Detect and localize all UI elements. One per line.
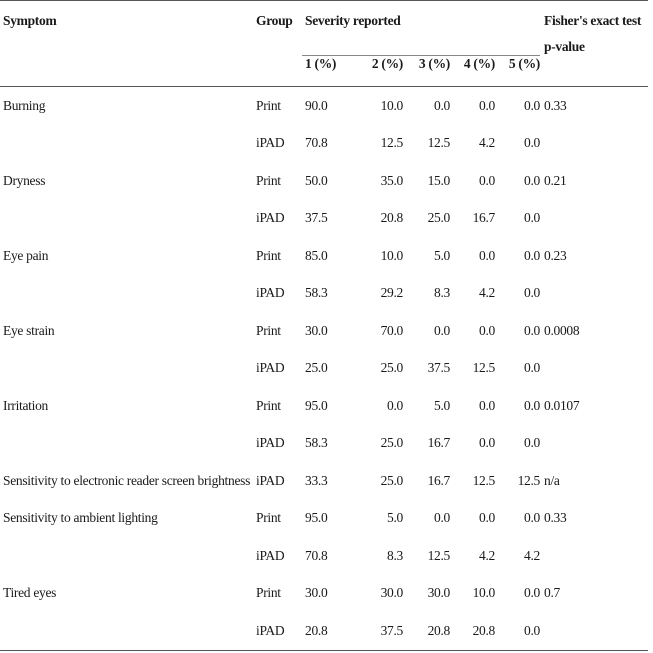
cell-severity-4: 12.5 [472,360,495,376]
cell-severity-4: 0.0 [479,510,495,526]
cell-severity-1: 37.5 [305,210,328,226]
cell-symptom: Irritation [3,397,48,413]
cell-pvalue [540,200,648,238]
cell-severity-2: 10.0 [380,97,403,113]
cell-severity-4: 10.0 [472,585,495,601]
cell-pvalue [540,537,648,575]
cell-severity-5: 4.2 [524,547,540,563]
header-pvalue-label: p-value [544,39,585,54]
header-row-1 [0,1,648,56]
cell-severity-5: 0.0 [524,510,540,526]
cell-severity-3: 12.5 [427,547,450,563]
cell-pvalue: 0.0107 [544,397,580,413]
cell-pvalue [540,125,648,163]
cell-symptom: Sensitivity to ambient lighting [3,510,158,526]
cell-group: iPAD [256,622,285,638]
cell-group: iPAD [256,547,285,563]
cell-severity-2: 70.0 [380,322,403,338]
cell-severity-3: 5.0 [434,397,450,413]
cell-pvalue: 0.33 [544,510,567,526]
cell-severity-4: 16.7 [472,210,495,226]
header-level-2: 2 (%) [351,56,403,87]
cell-symptom: Burning [3,97,46,113]
cell-symptom [0,275,256,313]
cell-severity-5: 0.0 [524,585,540,601]
cell-pvalue: 0.21 [544,172,567,188]
cell-severity-3: 20.8 [427,622,450,638]
cell-severity-5: 0.0 [524,172,540,188]
cell-severity-1: 90.0 [305,97,328,113]
cell-pvalue: n/a [544,472,560,488]
header-level-4: 4 (%) [450,56,495,87]
table-row [0,612,648,650]
cell-severity-2: 0.0 [387,397,403,413]
cell-severity-1: 33.3 [305,472,328,488]
cell-severity-1: 25.0 [305,360,328,376]
header-severity [302,1,540,56]
cell-severity-5: 0.0 [524,435,540,451]
cell-severity-5: 0.0 [524,285,540,301]
cell-severity-4: 4.2 [479,285,495,301]
cell-pvalue [540,275,648,313]
cell-severity-5: 0.0 [524,97,540,113]
cell-severity-3: 15.0 [427,172,450,188]
cell-group: iPAD [256,435,285,451]
cell-severity-2: 25.0 [380,360,403,376]
cell-severity-3: 0.0 [434,97,450,113]
table-body [0,87,648,651]
cell-severity-5: 0.0 [524,397,540,413]
cell-severity-4: 12.5 [472,472,495,488]
cell-severity-1: 95.0 [305,397,328,413]
header-fisher-label: Fisher's exact test [544,13,642,28]
cell-symptom: Dryness [3,172,46,188]
cell-severity-2: 37.5 [380,622,403,638]
cell-severity-1: 85.0 [305,247,328,263]
cell-pvalue [540,350,648,388]
cell-severity-1: 58.3 [305,435,328,451]
cell-severity-3: 8.3 [434,285,450,301]
header-fisher [540,1,648,87]
cell-pvalue [540,425,648,463]
cell-severity-2: 12.5 [380,135,403,151]
cell-severity-1: 50.0 [305,172,328,188]
cell-group: iPAD [256,285,285,301]
cell-symptom [0,125,256,163]
cell-severity-3: 0.0 [434,510,450,526]
cell-severity-1: 70.8 [305,547,328,563]
cell-pvalue: 0.23 [544,247,567,263]
cell-symptom [0,350,256,388]
cell-pvalue: 0.0008 [544,322,580,338]
cell-severity-4: 0.0 [479,172,495,188]
cell-pvalue [540,612,648,650]
table-row [0,350,648,388]
cell-severity-5: 12.5 [517,472,540,488]
table-row [0,500,648,538]
cell-severity-4: 20.8 [472,622,495,638]
table-row [0,275,648,313]
header-level-1: 1 (%) [302,56,351,87]
cell-group: Print [256,97,281,113]
cell-severity-3: 37.5 [427,360,450,376]
cell-severity-3: 12.5 [427,135,450,151]
table-header [0,1,648,87]
table-row [0,125,648,163]
table-row [0,237,648,275]
cell-severity-5: 0.0 [524,360,540,376]
cell-severity-2: 35.0 [380,172,403,188]
cell-severity-2: 5.0 [387,510,403,526]
cell-severity-3: 30.0 [427,585,450,601]
table-row [0,200,648,238]
cell-symptom [0,612,256,650]
cell-severity-2: 8.3 [387,547,403,563]
cell-severity-3: 16.7 [427,472,450,488]
cell-severity-1: 58.3 [305,285,328,301]
table-row [0,425,648,463]
cell-symptom [0,537,256,575]
cell-symptom [0,425,256,463]
cell-severity-4: 4.2 [479,135,495,151]
cell-group: iPAD [256,135,285,151]
cell-severity-2: 29.2 [380,285,403,301]
cell-severity-1: 30.0 [305,585,328,601]
cell-severity-2: 20.8 [380,210,403,226]
cell-severity-1: 95.0 [305,510,328,526]
cell-symptom: Eye strain [3,322,55,338]
header-level-3: 3 (%) [403,56,450,87]
cell-severity-4: 0.0 [479,397,495,413]
cell-severity-2: 30.0 [380,585,403,601]
cell-severity-5: 0.0 [524,622,540,638]
cell-severity-1: 70.8 [305,135,328,151]
table-row [0,162,648,200]
cell-severity-4: 0.0 [479,247,495,263]
cell-pvalue: 0.7 [544,585,560,601]
cell-symptom: Tired eyes [3,585,57,601]
cell-severity-2: 25.0 [380,472,403,488]
cell-severity-3: 25.0 [427,210,450,226]
cell-group: Print [256,510,281,526]
cell-group: iPAD [256,210,285,226]
cell-group: iPAD [256,472,285,488]
cell-symptom: Sensitivity to electronic reader screen brightness [3,472,251,488]
cell-severity-5: 0.0 [524,247,540,263]
cell-severity-4: 0.0 [479,322,495,338]
cell-group: Print [256,322,281,338]
cell-severity-5: 0.0 [524,135,540,151]
cell-severity-4: 4.2 [479,547,495,563]
table-row [0,462,648,500]
cell-group: Print [256,585,281,601]
cell-group: Print [256,247,281,263]
cell-group: iPAD [256,360,285,376]
cell-severity-1: 30.0 [305,322,328,338]
header-level-5: 5 (%) [495,56,540,87]
header-symptom: Symptom [3,13,57,28]
cell-pvalue: 0.33 [544,97,567,113]
cell-group: Print [256,172,281,188]
cell-severity-2: 25.0 [380,435,403,451]
table-row [0,312,648,350]
table-row [0,537,648,575]
table-row [0,87,648,125]
header-severity-label: Severity reported [305,13,401,28]
cell-severity-1: 20.8 [305,622,328,638]
cell-symptom: Eye pain [3,247,49,263]
table-row [0,575,648,613]
table-row [0,387,648,425]
cell-severity-3: 5.0 [434,247,450,263]
cell-severity-5: 0.0 [524,210,540,226]
cell-symptom [0,200,256,238]
cell-severity-4: 0.0 [479,97,495,113]
cell-severity-3: 0.0 [434,322,450,338]
cell-group: Print [256,397,281,413]
cell-severity-3: 16.7 [427,435,450,451]
header-group: Group [256,13,293,28]
cell-severity-4: 0.0 [479,435,495,451]
cell-severity-5: 0.0 [524,322,540,338]
cell-severity-2: 10.0 [380,247,403,263]
